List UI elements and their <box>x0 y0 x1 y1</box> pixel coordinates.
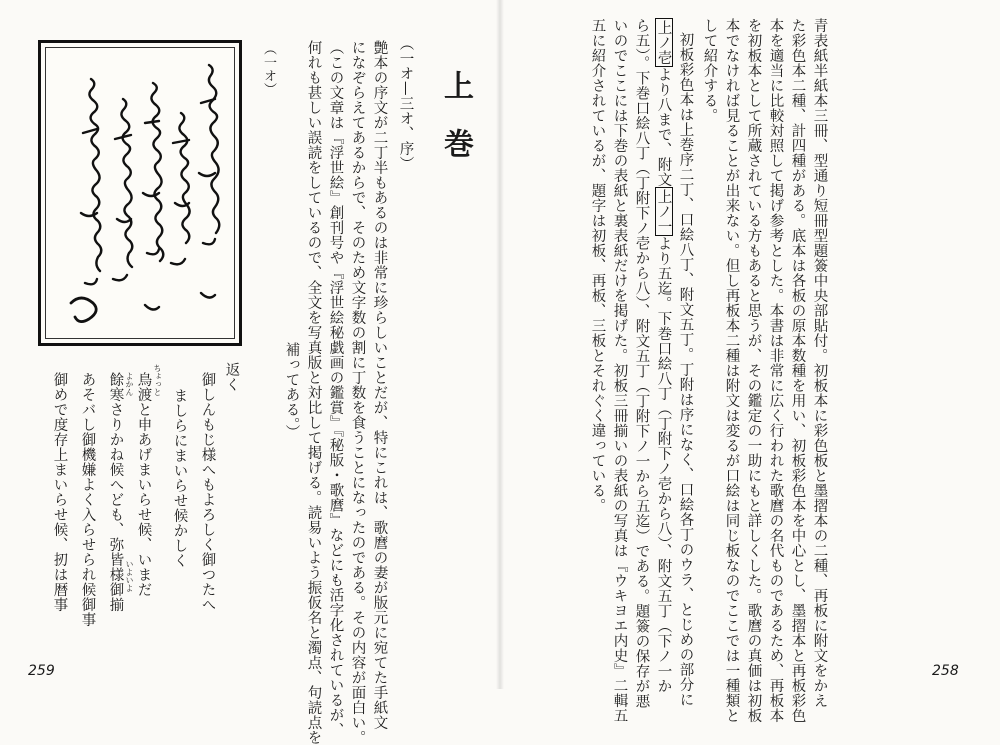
ruby-iyoiyo: いよいよ <box>125 560 134 592</box>
right-column-8-tail: より五迄。下巻口絵八丁（丁附下ノ壱から八）、附文五丁（下ノ一か <box>655 236 672 694</box>
right-column-5: 本でなければ見ることが出来ない。但し再板本二種は附文は変るが口絵は同じ板なのでここでは一種類と <box>723 18 740 723</box>
right-column-4: を初板本として所蔵されている方もあると思うが、その鑑定の一助にもと詳しくした。歌麿の真価は初板 <box>745 18 762 723</box>
boxed-label-jo-no-ichi: 上ノ壱 <box>655 20 672 65</box>
intro-column-5: 補ってある。） <box>283 342 300 440</box>
ruby-chotto: ちょっと <box>153 364 162 396</box>
handwritten-script-drawing <box>41 43 239 343</box>
right-column-7: 初板彩色本は上巻序二丁、口絵八丁、附文五丁。丁附は序になく、口絵各丁のウラ、とじめの部分に <box>677 32 694 707</box>
intro-column-3: （この文章は『浮世絵』創刊号や『浮世絵秘戯画の鑑賞』『秘版・歌麿』などにも活字化されているが、 <box>327 40 344 738</box>
page-number-left: 259 <box>28 663 55 679</box>
right-column-8-text: より八まで、附文 <box>655 67 672 187</box>
page-number-right: 258 <box>932 663 959 679</box>
right-column-9: ら五）。下巻口絵八丁（丁附下ノ壱から八）、附文五丁（丁附下ノ一から五迄）である。題簽の保存が悪 <box>633 18 650 709</box>
letter-line-3: ましらにまいらせ候かしく <box>171 388 188 568</box>
book-gutter <box>496 0 504 689</box>
right-column-1: 青表紙半紙本三冊、型通り短冊型題簽中央部貼付。初板本に彩色板と墨摺本の二種、再板に附文をかえ <box>811 18 828 708</box>
right-column-3: 本を適当に比較対照して掲げ参考とした。本書は非常に広く行われた歌麿の名代ものであるため、再板本 <box>767 18 784 723</box>
handwritten-letter-image <box>38 40 242 346</box>
intro-column-4: 何れも甚しい誤読をしているので、全文を写真版と対比して掲げる。読易いよう振仮名と濁点、句読点を <box>305 40 322 745</box>
letter-line-4: 鳥渡と申あげまいらせ候、いまだ <box>135 372 152 597</box>
right-column-2: た彩色本二種、計四種がある。底本は各板の原本数種を用い、初板彩色本を中心とし、墨摺本と再板彩色 <box>789 18 806 723</box>
intro-column-2: になぞらえてあるからで、そのため文字数の割に丁数を食うことになったのである。その内容が面白い。 <box>349 40 366 745</box>
letter-line-6: あそバし御機嫌よく入らせられ候御事 <box>79 372 96 627</box>
right-column-8 <box>656 18 671 694</box>
letter-line-1: 返く <box>223 362 240 392</box>
ruby-yokan: よかん <box>125 372 134 396</box>
section-heading: 上巻 <box>438 70 473 186</box>
letter-line-2: 御しんもじ様へもよろしく御つたへ <box>199 372 216 612</box>
image-label: （一オ） <box>261 42 276 96</box>
intro-column-1: 艶本の序文が二丁半もあるのは非常に珍らしいことだが、特にこれは、歌麿の妻が版元に宛てた手紙文 <box>371 40 388 730</box>
right-column-6: して紹介する。 <box>701 18 718 123</box>
letter-line-5: 餘寒さりかね候へども、弥皆様御揃 <box>107 372 124 612</box>
letter-line-7: 御めで度存上まいらせ候、扨は暦事 <box>51 372 68 612</box>
right-column-11: 五に紹介されているが、題字は初板、再板、三板とそれぐく違っている。 <box>589 18 606 513</box>
right-column-10: いのでここには下巻の表紙と裏表紙だけを掲げた。初板三冊揃いの表紙の写真は『ウキヨエ内史』二輯五 <box>611 18 628 723</box>
section-label: （一オ—三オ、序） <box>397 36 414 171</box>
boxed-label-jo-no-ichi-2: 上ノ一 <box>655 189 672 234</box>
